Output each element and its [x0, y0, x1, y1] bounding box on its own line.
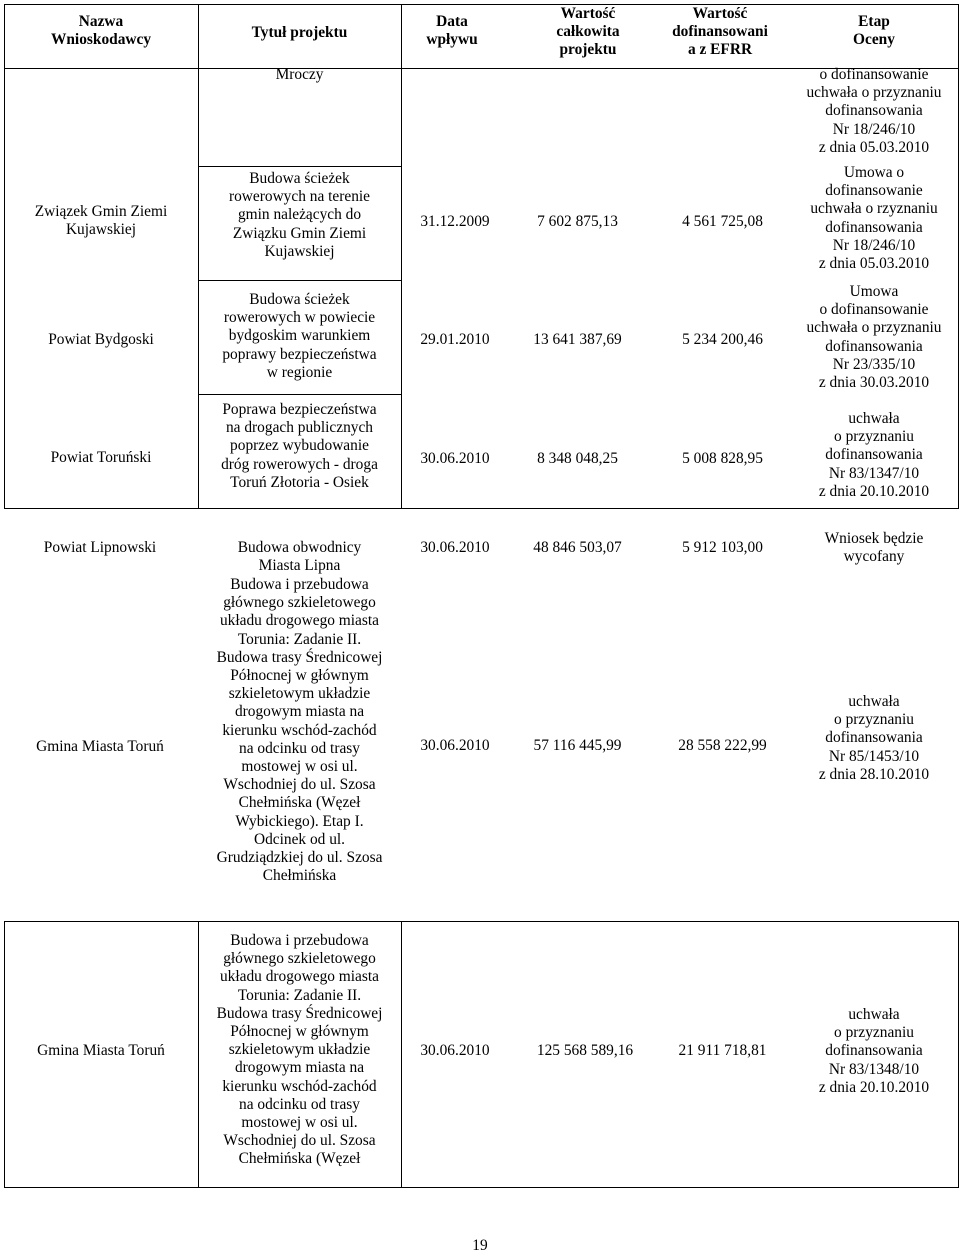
row2-title: Budowa ścieżek rowerowych w powiecie bydgoskim warunkiem poprawy bezpieczeństwa w regionie — [222, 291, 377, 381]
row5-applicant: Gmina Miasta Toruń — [36, 738, 164, 755]
row2-efrr: 5 234 200,46 — [682, 331, 763, 348]
table1-bottom-border — [4, 508, 958, 509]
row6-date: 30.06.2010 — [420, 1042, 490, 1059]
row2-stage: Umowa o dofinansowanie uchwała o przyznaniu dofinansowania Nr 23/335/10 z dnia 30.03.2010 — [806, 283, 942, 392]
row3-applicant: Powiat Toruński — [50, 449, 152, 466]
row4-date: 30.06.2010 — [420, 539, 490, 556]
row4-total: 48 846 503,07 — [533, 539, 622, 556]
page-number: 19 — [472, 1237, 488, 1254]
header-stage: Etap Oceny — [853, 13, 895, 49]
row6-title: Budowa i przebudowa głównego szkieletowego układu drogowego miasta Torunia: Zadanie II. Budowa trasy Średnicowej Północnej w głównym szkieletowym układzie drogowym miasta na kierunku wschód-zachód na odcinku od trasy mostowej w osi ul. Wschodniej do ul. Szosa Chełmińska (Węzeł — [216, 932, 383, 1168]
row3-title: Poprawa bezpieczeństwa na drogach publicznych poprzez wybudowanie dróg rowerowych - droga Toruń Złotoria - Osiek — [221, 401, 378, 491]
header-total-value: Wartość całkowita projektu — [556, 5, 620, 59]
header-project-title: Tytuł projektu — [251, 24, 348, 41]
row1-total: 7 602 875,13 — [537, 213, 618, 230]
table1-row-rule — [198, 166, 401, 167]
row0-title: Mroczy — [275, 66, 324, 83]
row2-total: 13 641 387,69 — [533, 331, 622, 348]
row1-stage: Umowa o dofinansowanie uchwała o rzyznaniu dofinansowania Nr 18/246/10 z dnia 05.03.2010 — [810, 164, 938, 273]
row2-date: 29.01.2010 — [420, 331, 490, 348]
table1-row-rule — [198, 394, 401, 395]
table2-col-rule — [401, 921, 402, 1188]
table2-top-border — [4, 921, 958, 922]
row6-efrr: 21 911 718,81 — [678, 1042, 767, 1059]
table1-top-border — [4, 4, 958, 5]
row4-title: Budowa obwodnicy Miasta Lipna — [237, 539, 362, 575]
row5-stage: uchwała o przyznaniu dofinansowania Nr 85/1453/10 z dnia 28.10.2010 — [818, 693, 930, 783]
row1-date: 31.12.2009 — [420, 213, 490, 230]
table1-row-rule — [198, 280, 401, 281]
row6-stage: uchwała o przyznaniu dofinansowania Nr 83/1348/10 z dnia 20.10.2010 — [818, 1006, 930, 1096]
row5-total: 57 116 445,99 — [533, 737, 622, 754]
row4-efrr: 5 912 103,00 — [682, 539, 763, 556]
row6-total: 125 568 589,16 — [536, 1042, 634, 1059]
header-applicant: Nazwa Wnioskodawcy — [50, 13, 152, 49]
row5-efrr: 28 558 222,99 — [678, 737, 767, 754]
table2-bottom-border — [4, 1187, 958, 1188]
row1-efrr: 4 561 725,08 — [682, 213, 763, 230]
header-date: Data wpływu — [426, 13, 478, 49]
row3-stage: uchwała o przyznaniu dofinansowania Nr 83/1347/10 z dnia 20.10.2010 — [818, 410, 930, 500]
row1-title: Budowa ścieżek rowerowych na terenie gmin należących do Związku Gmin Ziemi Kujawskiej — [228, 170, 370, 260]
row6-applicant: Gmina Miasta Toruń — [37, 1042, 165, 1059]
row5-date: 30.06.2010 — [420, 737, 490, 754]
row0-stage: o dofinansowanie uchwała o przyznaniu dofinansowania Nr 18/246/10 z dnia 05.03.2010 — [806, 66, 942, 156]
row1-applicant: Związek Gmin Ziemi Kujawskiej — [34, 203, 168, 239]
row4-applicant: Powiat Lipnowski — [43, 539, 157, 556]
row2-applicant: Powiat Bydgoski — [48, 331, 154, 348]
header-efrr-value: Wartość dofinansowani a z EFRR — [672, 5, 768, 59]
table1-col-rule — [401, 4, 402, 509]
row5-title: Budowa i przebudowa głównego szkieletowego układu drogowego miasta Torunia: Zadanie II. Budowa trasy Średnicowej Północnej w głównym szkieletowym układzie drogowym miasta na kierunku wschód-zachód na odcinku od trasy mostowej w osi ul. Wschodniej do ul. Szosa Chełmińska (Węzeł Wybickiego). Etap I. Odcinek od ul. Grudziądzkiej do ul. Szosa Chełmińska — [216, 576, 383, 885]
row3-date: 30.06.2010 — [420, 450, 490, 467]
row3-total: 8 348 048,25 — [537, 450, 618, 467]
row4-stage: Wniosek będzie wycofany — [824, 530, 924, 566]
row3-efrr: 5 008 828,95 — [682, 450, 763, 467]
table1-border-left — [4, 4, 5, 509]
